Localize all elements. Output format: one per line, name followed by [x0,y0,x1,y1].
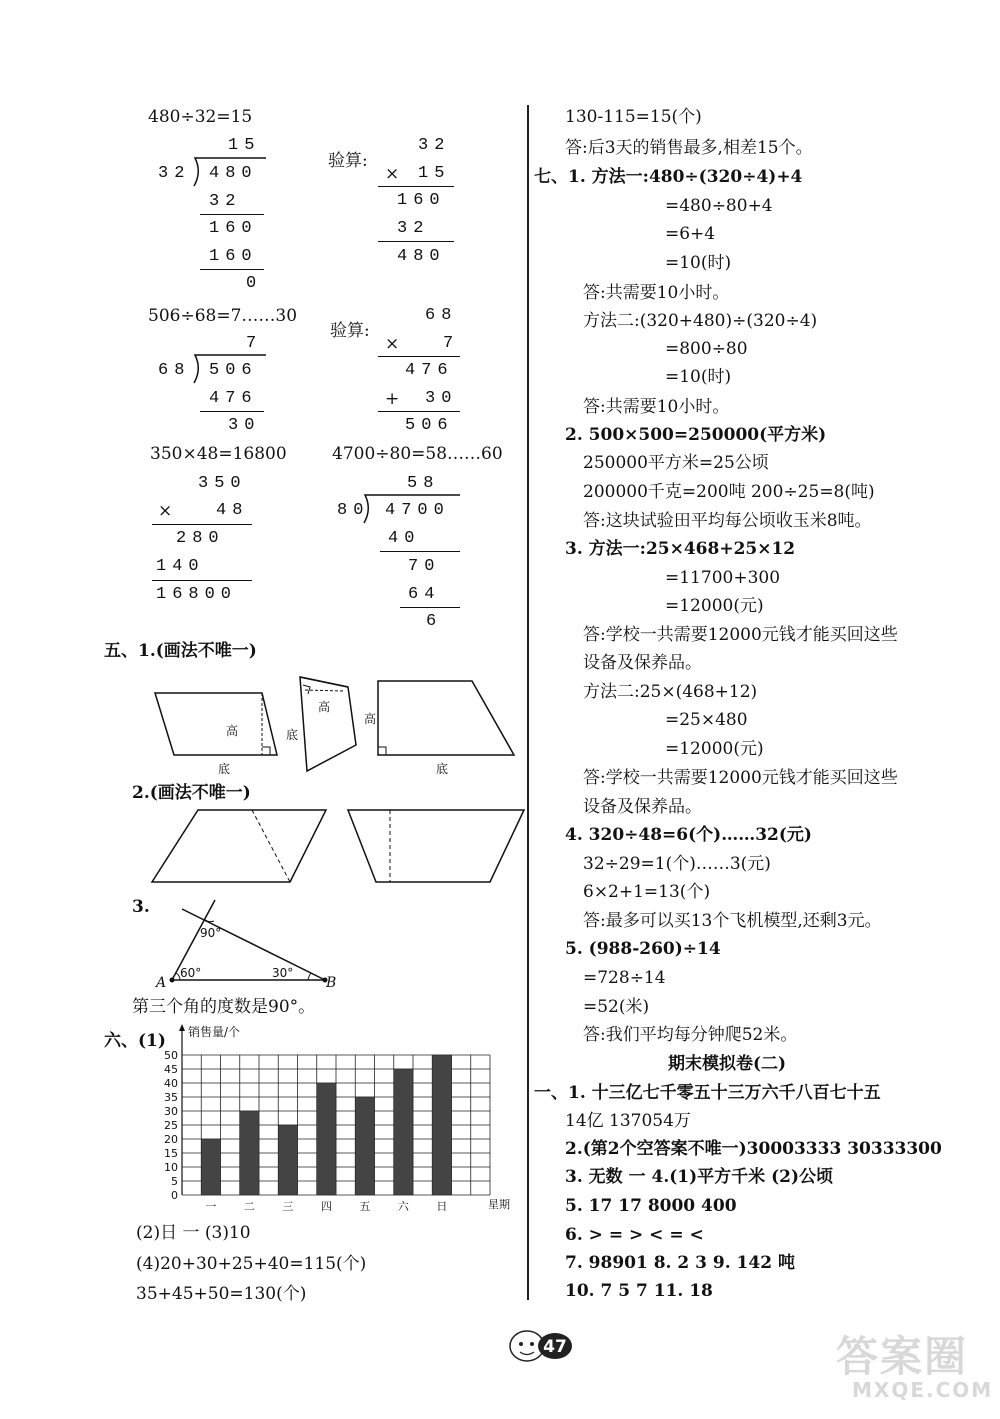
q7-3i: 设备及保养品。 [583,797,702,817]
div1-rem2: 0 [246,274,263,293]
chart-ytick-label: 20 [164,1133,178,1146]
ver1-p2: 32 [397,219,430,238]
q7-3b: =12000(元) [665,596,764,616]
chart-ytick-label: 30 [164,1105,178,1118]
angle-90-label: 90° [200,926,222,940]
chart-ytick-label: 5 [171,1175,178,1188]
mul3-p1: 280 [176,529,225,548]
chart-category-label: 二 [243,1200,255,1213]
div1-line1 [200,214,264,215]
div4-sub1: 40 [388,529,421,548]
mul3-p2: 140 [156,557,205,576]
s6: 6. > = > < = < [565,1225,704,1245]
watermark-logo [820,1318,994,1408]
q7-2: 2. 500×500=250000(平方米) [565,425,827,445]
chart-ytick-label: 15 [164,1147,178,1160]
s7: 7. 98901 8. 2 3 9. 142 吨 [565,1253,795,1273]
div1-divisor: 32 [158,164,191,183]
s1: 一、1. 十三亿七千零五十三万六千八百七十五 [534,1083,881,1103]
page-number: 47 [543,1337,567,1357]
chart-bar [355,1097,374,1195]
ver2-label: 验算: [330,321,370,341]
q5-1-title: 五、1.(画法不唯一) [104,641,257,661]
chart-ytick-label: 50 [164,1049,178,1062]
q7-3e: 方法二:25×(468+12) [583,682,758,702]
ver2-line2 [378,411,460,412]
chart-category-label: 一 [205,1200,217,1213]
q5-1-height1: 高 [226,724,239,738]
q7-3d: 设备及保养品。 [583,653,702,673]
equation-div2: 506÷68=7……30 [148,306,298,326]
q6-4-answer: (4)20+30+25+40=115(个) [136,1254,367,1274]
ver2-b: 7 [443,334,460,353]
div1-dividend: 480 [209,164,258,183]
div2-line1 [200,411,264,412]
q7-5c: 答:我们平均每分钟爬52米。 [583,1025,798,1045]
q6-5-answer: 35+45+50=130(个) [136,1284,307,1304]
div4-rem2: 6 [426,612,443,631]
q7-1e: 方法二:(320+480)÷(320÷4) [583,311,818,331]
chart-bar [240,1111,259,1195]
q7-5a: =728÷14 [583,968,666,988]
chart-category-label: 五 [359,1200,371,1213]
q7-4: 4. 320÷48=6(个)……32(元) [565,825,812,845]
div2-rem1: 30 [228,416,261,435]
chart-bar [201,1139,220,1195]
chart-bar [432,1055,451,1195]
q5-2-figures [150,808,530,888]
ver1-res: 480 [397,247,446,266]
chart-ytick-label: 10 [164,1161,178,1174]
ver1-b: 15 [418,164,451,183]
column-divider [527,105,529,1300]
angle-30-label: 30° [272,966,294,980]
div1-line2 [200,269,264,270]
q7-5b: =52(米) [583,997,650,1017]
q5-1-base2: 底 [286,728,299,742]
div4-line1 [380,551,460,552]
s5: 5. 17 17 8000 400 [565,1196,737,1216]
equation-div1: 480÷32=15 [148,107,253,127]
chart-category-label: 三 [282,1200,294,1213]
q7-1d: 答:共需要10小时。 [583,283,730,303]
div2-dividend: 506 [209,361,258,380]
ver1-line1 [378,186,454,187]
chart-bar [317,1083,336,1195]
q5-1-height3: 高 [364,712,377,726]
chart-ytick-label: 45 [164,1063,178,1076]
chart-category-label: 四 [320,1200,332,1213]
q7-3g: =12000(元) [665,739,764,759]
q7-2a: 250000平方米=25公顷 [583,453,769,473]
div1-sub2: 160 [209,247,258,266]
q7-1f: =800÷80 [665,339,748,359]
ver2-plus: + [385,389,400,409]
ver2-op: × [385,334,400,354]
chart-ylabel: 销售量/个 [188,1025,241,1039]
div1-sub1: 32 [209,192,242,211]
r-line-2: 答:后3天的销售最多,相差15个。 [565,138,813,158]
q6-1-title: 六、(1) [104,1031,166,1051]
chart-ytick-label: 25 [164,1119,178,1132]
q7-1g: =10(时) [665,367,732,387]
q5-3-answer: 第三个角的度数是90°。 [132,997,316,1017]
q7-1: 七、1. 方法一:480÷(320÷4)+4 [534,167,803,187]
div4-divisor: 80 [337,501,370,520]
angle-60-label: 60° [180,966,202,980]
r-line-1: 130-115=15(个) [565,107,702,127]
chart-category-label: 六 [397,1200,409,1213]
chart-y-arrow-icon [179,1024,185,1031]
s3: 3. 无数 一 4.(1)平方千米 (2)公顷 [565,1167,833,1187]
watermark-text: 答案圈 [836,1332,969,1381]
sales-bar-chart [150,1022,530,1222]
q6-2-answer: (2)日 一 (3)10 [136,1223,251,1243]
ver1-op: × [385,164,400,184]
ver2-a: 68 [425,306,458,325]
q7-3f: =25×480 [665,710,748,730]
mul3-line1 [152,524,252,525]
q5-2-title: 2.(画法不唯一) [132,783,251,803]
equation-div4: 4700÷80=58……60 [332,444,503,464]
q7-3c: 答:学校一共需要12000元钱才能买回这些 [583,625,898,645]
s2: 2.(第2个空答案不唯一)30003333 30333300 [565,1139,942,1159]
point-b-label: B [326,975,337,991]
div2-quotient: 7 [246,334,263,353]
chart-ytick-label: 0 [171,1189,178,1202]
q5-1-base3: 底 [436,762,449,776]
q7-5: 5. (988-260)÷14 [565,939,721,959]
div4-sub2: 64 [408,585,441,604]
q7-2b: 200000千克=200吨 200÷25=8(吨) [583,482,875,502]
chart-ytick-label: 40 [164,1077,178,1090]
div4-quotient: 58 [407,474,440,493]
q7-1b: =6+4 [665,224,716,244]
div4-rem1: 70 [408,557,441,576]
div4-line2 [400,607,460,608]
ver1-a: 32 [418,136,451,155]
s1a: 14亿 137054万 [565,1111,691,1131]
div2-divisor: 68 [158,361,191,380]
q7-1a: =480÷80+4 [665,196,773,216]
ver2-res: 506 [405,416,454,435]
div1-rem1: 160 [209,219,258,238]
q7-1c: =10(时) [665,253,732,273]
q7-4b: 6×2+1=13(个) [583,882,711,902]
q7-3h: 答:学校一共需要12000元钱才能买回这些 [583,768,898,788]
q5-3-title: 3. [132,897,150,917]
chart-category-label: 日 [436,1200,448,1213]
ver2-p1: 476 [405,361,454,380]
s10: 10. 7 5 7 11. 18 [565,1281,713,1301]
chart-xlabel: 星期 [488,1198,510,1211]
point-a-label: A [156,975,167,991]
ver2-add: 30 [425,389,458,408]
q7-1h: 答:共需要10小时。 [583,397,730,417]
q7-4a: 32÷29=1(个)……3(元) [583,854,771,874]
ver2-line1 [378,356,460,357]
div1-quotient: 15 [228,136,261,155]
ver1-p1: 160 [397,191,446,210]
mul3-op: × [158,501,173,521]
q7-3: 3. 方法一:25×468+25×12 [565,539,796,559]
chart-bar [394,1069,413,1195]
div2-sub1: 476 [209,389,258,408]
chart-bar [278,1125,297,1195]
q7-3a: =11700+300 [665,568,781,588]
mul3-res: 16800 [156,585,238,604]
mul3-a: 350 [198,474,247,493]
q7-2c: 答:这块试验田平均每公顷收玉米8吨。 [583,511,872,531]
section-title: 期末模拟卷(二) [668,1054,787,1074]
q5-1-base1: 底 [218,762,231,776]
equation-mul3: 350×48=16800 [150,444,287,464]
watermark-url: MXQE.COM [852,1378,994,1402]
mul3-b: 48 [216,501,249,520]
q7-4c: 答:最多可以买13个飞机模型,还剩3元。 [583,911,882,931]
chart-ytick-label: 35 [164,1091,178,1104]
q5-1-height2: 高 [318,700,331,714]
mul3-line2 [152,580,252,581]
q5-1-figures [150,665,530,775]
ver1-line2 [378,241,454,242]
ver1-label: 验算: [328,151,368,171]
page-number-badge [505,1322,575,1366]
div4-dividend: 4700 [385,501,450,520]
